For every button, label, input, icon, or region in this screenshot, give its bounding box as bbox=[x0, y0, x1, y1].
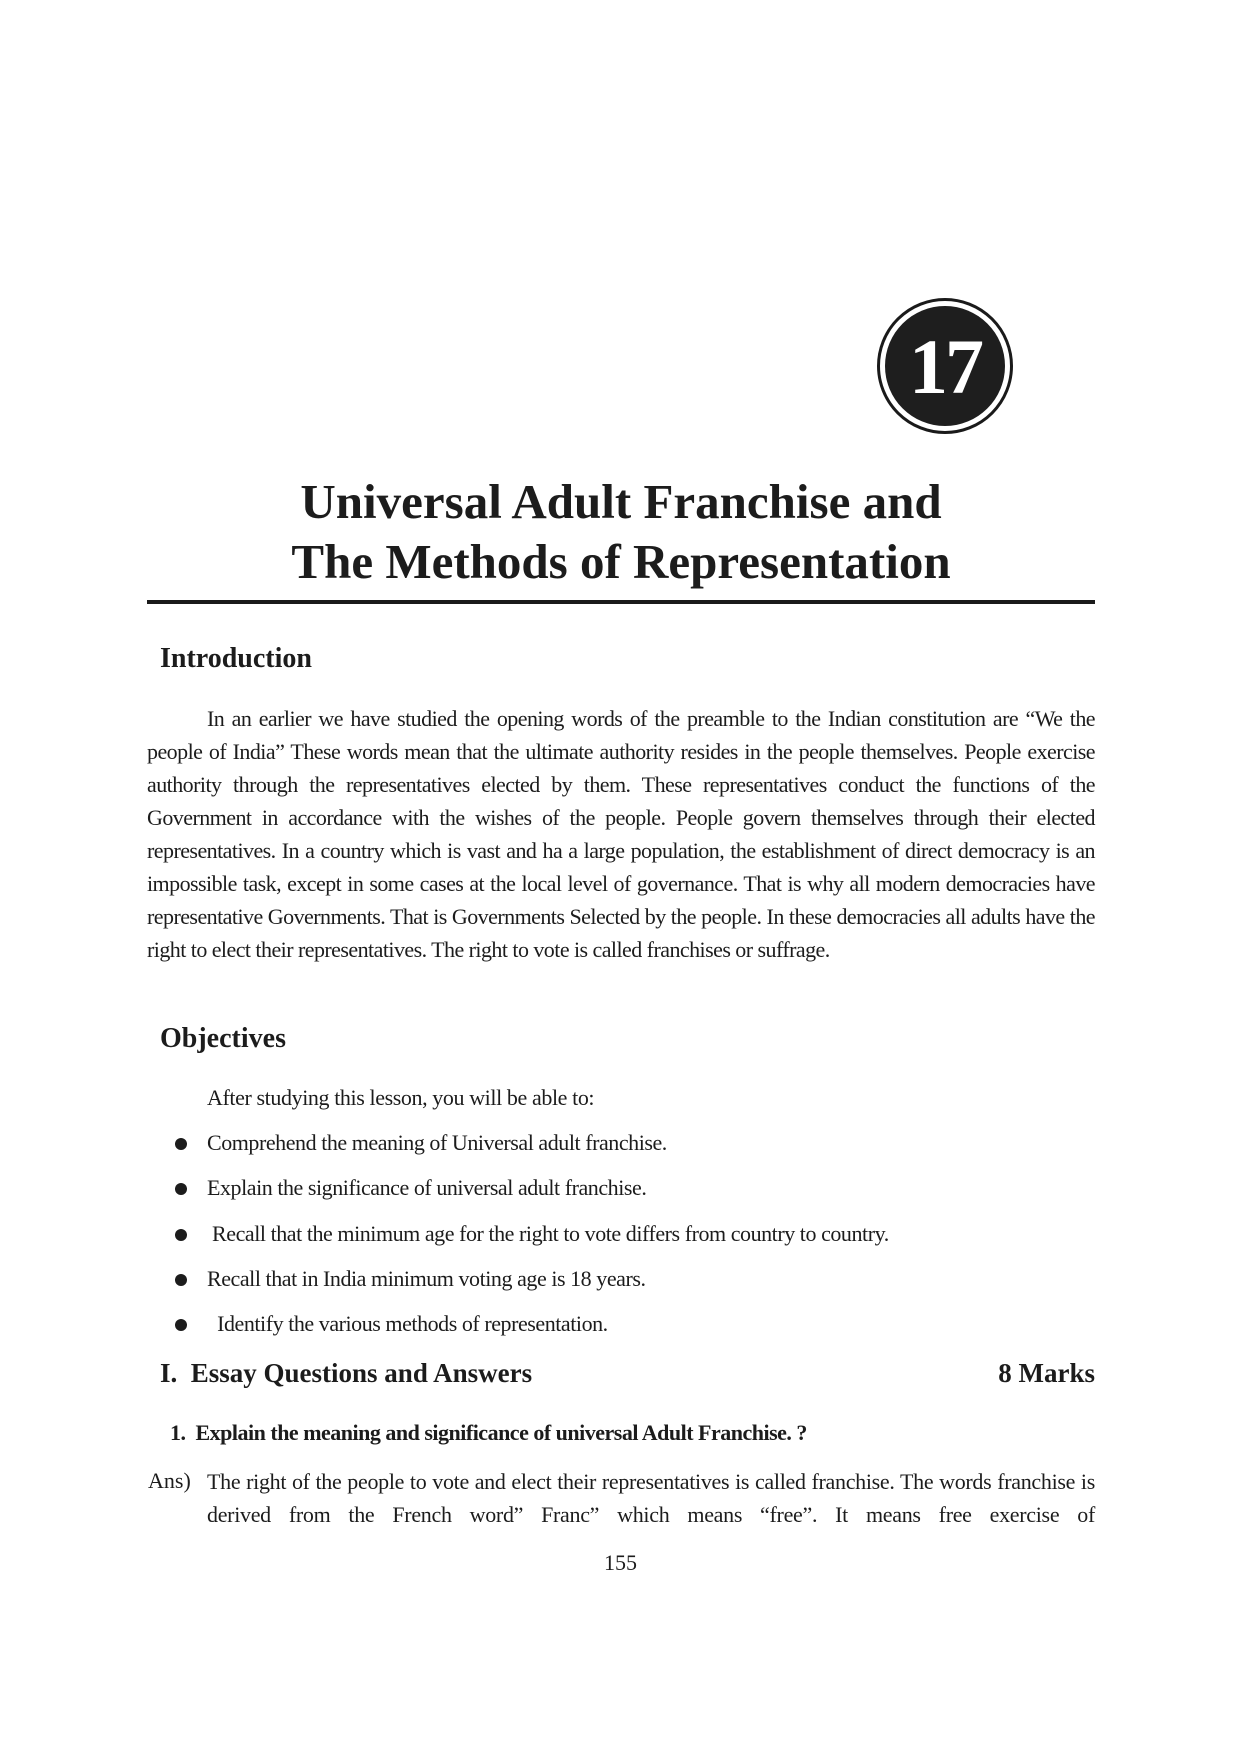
objectives-heading: Objectives bbox=[160, 1023, 286, 1054]
introduction-paragraph: In an earlier we have studied the opening words of the preamble to the Indian constitution are “We the people of India” These words mean that the ultimate authority resides in the people themselves. People exercise authority through the representatives elected by them. These representatives conduct the functions of the Government in accordance with the wishes of the people. People govern themselves through their elected representatives. In a country which is vast and ha a large population, the establishment of direct democracy is an impossible task, except in some cases at the local level of governance. That is why all modern democracies have representative Governments. That is Governments Selected by the people. In these democracies all adults have the right to elect their representatives. The right to vote is called franchises or suffrage. bbox=[147, 706, 1095, 962]
essay-section-header bbox=[160, 1358, 1095, 1389]
chapter-title-line-1: Universal Adult Franchise and bbox=[300, 474, 942, 529]
chapter-title-line-2: The Methods of Representation bbox=[291, 534, 951, 589]
chapter-number-badge bbox=[877, 298, 1013, 434]
objective-text: Recall that the minimum age for the right to vote differs from country to country. bbox=[207, 1221, 889, 1246]
bullet-icon bbox=[175, 1274, 187, 1286]
objective-text: Comprehend the meaning of Universal adult franchise. bbox=[207, 1130, 667, 1155]
introduction-heading: Introduction bbox=[160, 643, 312, 674]
section-marks: 8 Marks bbox=[998, 1358, 1095, 1388]
section-label: I. Essay Questions and Answers bbox=[160, 1358, 533, 1388]
objective-text: Recall that in India minimum voting age is 18 years. bbox=[207, 1266, 646, 1291]
objective-text: Explain the significance of universal adult franchise. bbox=[207, 1175, 647, 1200]
objective-item bbox=[175, 1266, 646, 1292]
answer-label: Ans) bbox=[148, 1468, 191, 1493]
objective-item bbox=[175, 1311, 608, 1337]
bullet-icon bbox=[175, 1229, 187, 1241]
objective-item bbox=[175, 1130, 667, 1156]
bullet-icon bbox=[175, 1138, 187, 1150]
objective-text: Identify the various methods of representation. bbox=[207, 1311, 608, 1336]
chapter-number: 17 bbox=[909, 323, 981, 410]
page-number: 155 bbox=[604, 1550, 637, 1575]
objective-item bbox=[175, 1175, 646, 1201]
chapter-number-circle bbox=[885, 306, 1005, 426]
objectives-intro: After studying this lesson, you will be able to: bbox=[207, 1085, 595, 1110]
title-divider bbox=[147, 600, 1095, 604]
answer-text: The right of the people to vote and elect their representatives is called franchise. The words franchise is derived from the French word” Franc” which means “free”. It means free exercise of bbox=[207, 1469, 1095, 1527]
bullet-icon bbox=[175, 1319, 187, 1331]
objective-item bbox=[175, 1221, 889, 1247]
bullet-icon bbox=[175, 1183, 187, 1195]
question-1: 1. Explain the meaning and significance of universal Adult Franchise. ? bbox=[170, 1420, 807, 1445]
